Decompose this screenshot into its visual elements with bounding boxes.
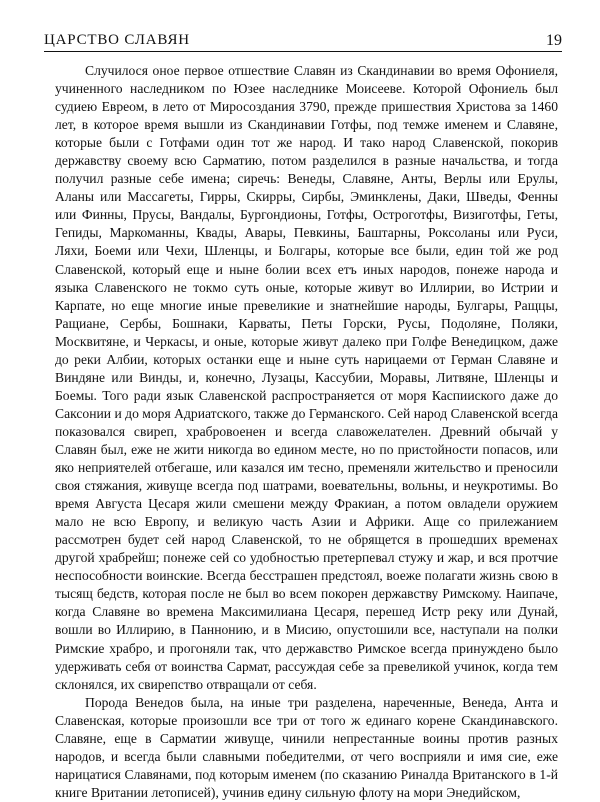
page-header [44,25,562,52]
body-text [55,62,558,802]
running-title: ЦАРСТВО СЛАВЯН [44,32,190,48]
paragraph: Порода Венедов была, на иные три разделена, нареченные, Венеда, Анта и Славенская, которые произошли все три от того ж единаго корене Скандинавского. Славяне, еще в Сарматии живуще, чинили непрестанные воины против разных народов, и всегда были славными победителми, от чего восприяли и имя сие, еже нарицатися Славянами, под которым именем (по сказанию Риналда Вританского в 1-й книге Вритании летописей), учинив едину сильную флоту на мори Энедийском, [55,694,558,800]
page-number: 19 [546,32,562,49]
paragraph: Случилося оное первое отшествие Славян из Скандинавии во время Офониеля, учиненного наследником по Юзее наследнике Моисееве. Которой Офониель был судиею Евреом, в лето от Миросоздания 3790, прежде пришествия Христова за 1460 лет, в которое время вышли из Скандинавии Готфы, под темже именем и Славяне, которые были с Готфами один тот же народ. И тако народ Славенской, покорив державству своему всю Сарматию, потом разделился в разные начальства, и тогда получил разные себе имена; сиречь: Венеды, Славяне, Анты, Верлы или Ерулы, Аланы или Массагеты, Гирры, Скирры, Сирбы, Эминклены, Даки, Шведы, Фенны или Финны, Прусы, Вандалы, Бургондионы, Готфы, Остроготфы, Визиготфы, Геты, Гепиды, Маркоманны, Квады, Авары, Певкины, Баштарны, Роксоланы или Руси, Ляхи, Боеми или Чехи, Шленцы, и Болгары, которые все были, един той же род Славенской, который еще и ныне болии всех етъ иных народов, понеже народа и языка Славенского не токмо суть оные, которые живут во Иллирии, во Истрии и Карпате, но еще многие иные превеликие и знатнейшие народы, Булгары, Ращцы, Ращиане, Сербы, Бошнаки, Карваты, Петы Горски, Русы, Подоляне, Поляки, Москвитяне, и Черкасы, и оные, которые живут далеко при Голфе Венедицком, даже до реки Албии, которых останки еще и ныне суть нарицаеми от Герман Славяне и Виндяне или Винды, и, конечно, Лузацы, Кассубии, Моравы, Литвяне, Шленцы и Боемы. Того ради язык Славенской распространяется от моря Каспииского даже до Саксонии и до моря Адриатского, также до Германского. Сей народ Славенской всегда показовался свиреп, храбровоенен и всегда славожелателен. Древний обычай у Славян был, еже не жити никогда во едином месте, но по пристойности попасов, или яко неприятелей отбегаше, или казался им тесно, пременяли жительство и преносили своя стяжания, живуще всегда под шатрами, воевательны, вольны, и неукротимы. Во время Августа Цесаря жили смешени между Фракиан, а потом овладели оружием мало не всю Европу, и великую часть Азии и Африки. Аще со прилежанием рассмотрен будет сей народ Славенской, то не обрящется в прошедших временах другой храбрейш; понеже сей со удобностью претерпевал стужу и жар, и вся протчие неспособности воинские. Всегда бесстрашен предстоял, воеже полагати жизнь свою в тысящ бедств, которая после не был во всем покорен державству Римскому. Наипаче, когда Славяне во времена Максимилиана Цесаря, перешед Истр реку или Дунай, вошли во Иллирию, в Паннонию, и в Мисию, опустошили все, наступали на полки Римские храбро, и прогоняли так, что державство Римское всегда принуждено было удерживать себя от воинства Сармат, рассуждая себе за превеликой учинок, когда тем склонялся, их свирепство отвращали от себя. [55,63,558,692]
